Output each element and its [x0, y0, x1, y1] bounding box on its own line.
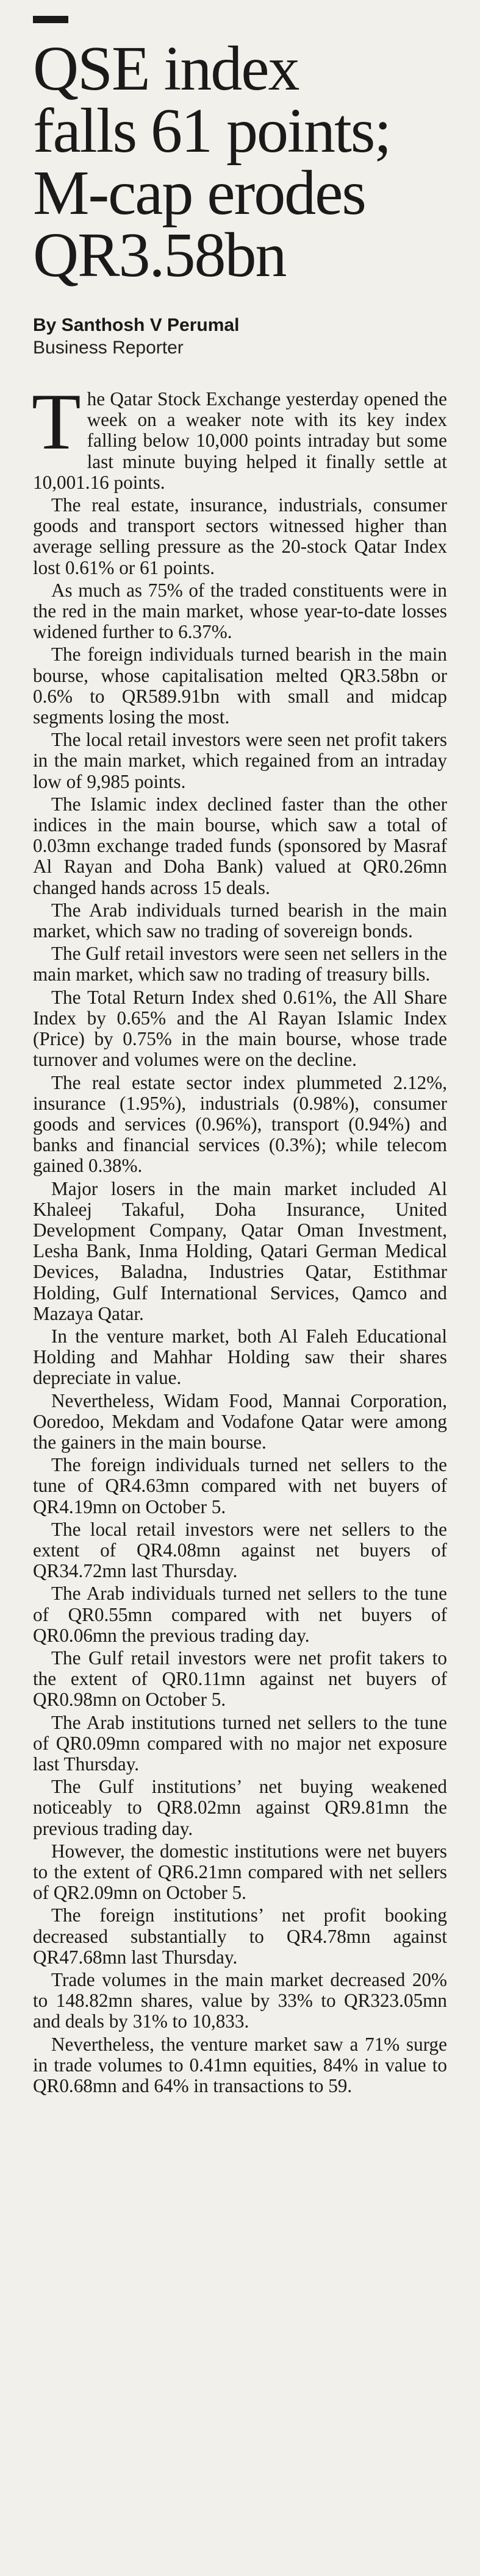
- headline-line: QSE index: [33, 34, 299, 104]
- article-paragraph: The Islamic index declined faster than the other indices in the main bourse, which saw a total of 0.03mn exchange traded funds (sponsored by Masraf Al Rayan and Doha Bank) valued at QR0.26mn changed hands across 15 deals.: [33, 793, 447, 898]
- article-paragraph: The local retail investors were net sellers to the extent of QR4.08mn against net buyers of QR34.72mn last Thursday.: [33, 1518, 447, 1582]
- article-paragraph: The foreign individuals turned bearish in the main bourse, whose capitalisation melted QR3.58bn or 0.6% to QR589.91bn with small and midcap segments losing the most.: [33, 644, 447, 728]
- drop-cap: T: [32, 377, 81, 466]
- author-role: Business Reporter: [33, 338, 184, 358]
- headline-line: falls 61 points;: [33, 96, 391, 166]
- article-paragraph: The real estate sector index plummeted 2.12%, insurance (1.95%), industrials (0.98%), consumer goods and services (0.96%), transport (0.94%) and banks and financial services (0.3%); while telecom gained 0.38%.: [33, 1071, 447, 1177]
- article-paragraph: The Arab institutions turned net sellers to the tune of QR0.09mn compared with no major net exposure last Thursday.: [33, 1711, 447, 1775]
- section-marker-bar: [33, 16, 68, 23]
- article-paragraph: The Gulf retail investors were net profit takers to the extent of QR0.11mn against net buyers of QR0.98mn on October 5.: [33, 1647, 447, 1711]
- byline-block: [33, 314, 447, 360]
- article-paragraph: In the venture market, both Al Faleh Educational Holding and Mahhar Holding saw their shares depreciate in value.: [33, 1325, 447, 1389]
- article-paragraph: Major losers in the main market included Al Khaleej Takaful, Doha Insurance, United Development Company, Qatar Oman Investment, Lesha Bank, Inma Holding, Qatari German Medical Devices, Baladna, Industries Qatar, Estithmar Holding, Gulf International Services, Qamco and Mazaya Qatar.: [33, 1177, 447, 1324]
- article-paragraph: However, the domestic institutions were net buyers to the extent of QR6.21mn compared with net sellers of QR2.09mn on October 5.: [33, 1840, 447, 1904]
- article-paragraph: The Total Return Index shed 0.61%, the All Share Index by 0.65% and the Al Rayan Islamic Index (Price) by 0.75% in the main bourse, whose trade turnover and volumes were on the decline.: [33, 986, 447, 1071]
- author-byline: By Santhosh V Perumal: [33, 315, 240, 335]
- article-paragraph: The Arab individuals turned net sellers to the tune of QR0.55mn compared with net buyers of QR0.06mn the previous trading day.: [33, 1583, 447, 1646]
- headline-line: M-cap erodes: [33, 158, 365, 228]
- news-article: [33, 0, 447, 2576]
- article-paragraph: The Arab individuals turned bearish in the main market, which saw no trading of sovereign bonds.: [33, 899, 447, 942]
- article-paragraph: Nevertheless, Widam Food, Mannai Corporation, Ooredoo, Mekdam and Vodafone Qatar were among the gainers in the main bourse.: [33, 1389, 447, 1453]
- article-body: [32, 377, 447, 2097]
- article-paragraph: [32, 377, 447, 493]
- article-paragraph: The local retail investors were seen net profit takers in the main market, which regained from an intraday low of 9,985 points.: [33, 729, 447, 792]
- paragraph-text: he Qatar Stock Exchange yesterday opened the week on a weaker note with its key index falling below 10,000 points intraday but some last minute buying helped it finally settle at 10,001.16 points.: [33, 388, 447, 493]
- article-paragraph: Trade volumes in the main market decreased 20% to 148.82mn shares, value by 33% to QR323.05mn and deals by 31% to 10,833.: [33, 1969, 447, 2032]
- article-paragraph: As much as 75% of the traded constituents were in the red in the main market, whose year-to-date losses widened further to 6.37%.: [33, 579, 447, 643]
- article-paragraph: The Gulf institutions’ net buying weakened noticeably to QR8.02mn against QR9.81mn the previous trading day.: [33, 1776, 447, 1839]
- article-paragraph: The Gulf retail investors were seen net sellers in the main market, which saw no trading of treasury bills.: [33, 943, 447, 985]
- headline: [33, 34, 447, 290]
- article-paragraph: Nevertheless, the venture market saw a 71% surge in trade volumes to 0.41mn equities, 84% in value to QR0.68mn and 64% in transactions to 59.: [33, 2033, 447, 2097]
- headline-line: QR3.58bn: [33, 220, 286, 290]
- article-paragraph: The real estate, insurance, industrials, consumer goods and transport sectors witnessed higher than average selling pressure as the 20-stock Qatar Index lost 0.61% or 61 points.: [33, 494, 447, 578]
- article-paragraph: The foreign individuals turned net sellers to the tune of QR4.63mn compared with net buyers of QR4.19mn on October 5.: [33, 1454, 447, 1517]
- article-paragraph: The foreign institutions’ net profit booking decreased substantially to QR4.78mn against QR47.68mn last Thursday.: [33, 1904, 447, 1968]
